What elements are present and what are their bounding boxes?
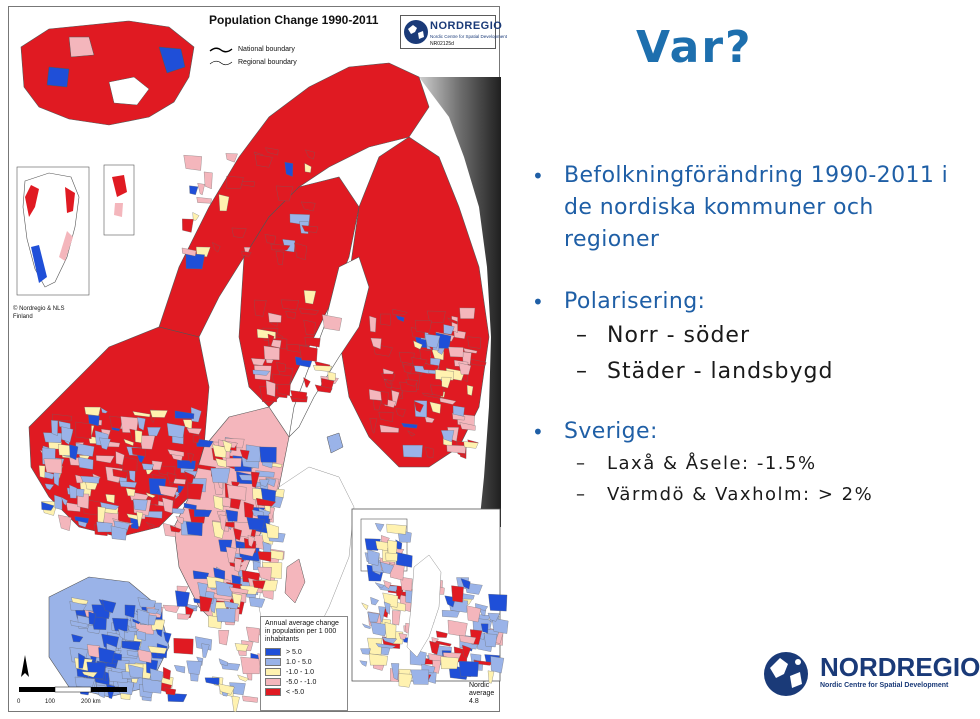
municipality-patch [97, 522, 113, 532]
municipality-patch [216, 609, 235, 623]
bullet-text: Sverige: [564, 419, 658, 444]
population-change-map [8, 6, 508, 712]
municipality-patch [150, 668, 164, 681]
municipality-patch [198, 183, 205, 195]
map-title: Population Change 1990-2011 [209, 13, 379, 27]
sub-bullet-item [520, 479, 950, 510]
municipality-patch [403, 445, 423, 457]
municipality-patch [205, 678, 219, 685]
municipality-patch [204, 172, 212, 189]
bullet-dot-icon: • [532, 420, 545, 444]
legend-class-row [265, 657, 343, 667]
municipality-patch [467, 606, 481, 622]
bullet-list [520, 160, 950, 510]
legend-swatch [265, 648, 281, 656]
municipality-patch [299, 345, 317, 361]
boundary-legend [209, 43, 297, 69]
municipality-patch [451, 586, 463, 603]
municipality-patch [177, 614, 190, 620]
municipality-patch [488, 594, 507, 611]
sub-bullet-item [520, 354, 950, 390]
map-logo-subtitle: Nordic Centre for Spatial Development [430, 34, 508, 39]
municipality-patch [467, 337, 481, 349]
map-code: NR02125d [430, 41, 454, 47]
municipality-patch [258, 567, 272, 581]
iceland-region [21, 21, 194, 125]
faroe-inset [104, 165, 134, 235]
municipality-patch [211, 468, 230, 483]
bullet-text: Befolkningförändring 1990-2011 i de nordiska kommuner och regioner [564, 163, 949, 252]
municipality-patch [175, 591, 189, 607]
municipality-patch [39, 465, 45, 477]
legend-class-row [265, 677, 343, 687]
municipality-patch [227, 485, 246, 501]
nordregio-globe-icon [403, 19, 429, 45]
boundary-national-row [209, 43, 297, 56]
dash-icon: – [576, 453, 587, 474]
municipality-patch [174, 638, 194, 654]
map-nordregio-logo [400, 15, 508, 49]
municipality-patch [163, 667, 170, 679]
scale-label: 200 km [81, 699, 101, 705]
dash-icon: – [576, 323, 588, 348]
municipality-patch [260, 447, 277, 463]
municipality-patch [491, 656, 504, 673]
municipality-patch [150, 410, 167, 417]
municipality-patch [415, 320, 431, 333]
scale-bar [19, 687, 127, 692]
iceland-region [47, 67, 69, 87]
nordregio-logo [758, 648, 980, 700]
municipality-patch [75, 677, 95, 688]
municipality-patch [197, 197, 212, 203]
municipality-patch [448, 347, 463, 357]
municipality-patch [174, 665, 185, 673]
municipality-patch [182, 219, 193, 233]
municipality-patch [165, 688, 176, 696]
municipality-patch [484, 634, 497, 647]
municipality-patch [226, 153, 238, 162]
bullet-item [520, 286, 950, 318]
municipality-patch [135, 430, 142, 443]
legend-class-row [265, 667, 343, 677]
bullet-dot-icon: • [532, 290, 545, 314]
nordic-average-label: Nordic average [469, 682, 495, 697]
legend-class-label: -5.0 - -1.0 [286, 678, 317, 686]
municipality-patch [226, 458, 241, 467]
municipality-patch [399, 674, 413, 688]
municipality-patch [380, 314, 390, 325]
municipality-patch [328, 372, 336, 381]
legend-class-row [265, 647, 343, 657]
municipality-patch [219, 659, 228, 666]
nordregio-globe-icon [762, 650, 814, 698]
municipality-patch [232, 696, 240, 712]
municipality-patch [51, 420, 58, 436]
municipality-patch [386, 553, 398, 561]
municipality-patch [194, 510, 212, 517]
municipality-patch [189, 186, 198, 195]
municipality-patch [241, 657, 261, 674]
legend-class-label: 1.0 - 5.0 [286, 658, 312, 666]
map-logo-name: NORDREGIO [430, 20, 503, 32]
municipality-patch [242, 696, 258, 703]
national-boundary-label: National boundary [238, 46, 295, 53]
municipality-patch [193, 212, 199, 220]
sub-bullet-text: Laxå & Åsele: -1.5% [607, 453, 817, 474]
municipality-patch [163, 605, 180, 613]
municipality-patch [459, 661, 479, 677]
sub-bullet-text: Städer - landsbygd [607, 359, 834, 384]
faroe-islands [114, 203, 123, 217]
municipality-patch [223, 497, 231, 507]
dash-icon: – [576, 484, 587, 505]
municipality-patch [381, 392, 389, 406]
municipality-patch [184, 155, 202, 170]
population-change-legend [260, 616, 348, 711]
municipality-patch [369, 316, 376, 332]
aland [327, 433, 343, 453]
sub-bullet-item [520, 448, 950, 479]
municipality-patch [87, 645, 100, 658]
municipality-patch [43, 433, 62, 443]
brand-name: NORDREGIO [820, 652, 980, 682]
legend-class-label: < -5.0 [286, 688, 305, 696]
national-boundary-symbol [209, 46, 233, 54]
municipality-patch [75, 422, 91, 439]
municipality-patch [246, 627, 259, 643]
sub-bullet-text: Värmdö & Vaxholm: > 2% [607, 484, 874, 505]
legend-class-label: > 5.0 [286, 648, 302, 656]
bullet-text: Polarisering: [564, 289, 706, 314]
boundary-regional-row [209, 56, 297, 69]
municipality-patch [247, 517, 265, 530]
nordic-average [469, 682, 509, 706]
municipality-patch [441, 657, 459, 669]
legend-swatch [265, 658, 281, 666]
legend-swatch [265, 668, 281, 676]
municipality-patch [219, 630, 229, 645]
scale-label: 100 [45, 699, 56, 705]
legend-class-row [265, 687, 343, 697]
municipality-patch [392, 611, 400, 626]
municipality-patch [411, 670, 429, 685]
map-graphic [9, 7, 501, 713]
regional-boundary-label: Regional boundary [238, 59, 297, 66]
sub-bullet-text: Norr - söder [607, 323, 751, 348]
municipality-patch [202, 644, 210, 658]
slide-title: Var? [636, 22, 753, 73]
municipality-patch [112, 618, 128, 631]
scale-label: 0 [17, 699, 21, 705]
municipality-patch [133, 500, 147, 511]
bullet-dot-icon: • [532, 164, 545, 188]
municipality-patch [227, 176, 244, 189]
nordic-average-value: 4.8 [469, 698, 479, 705]
municipality-patch [264, 346, 280, 360]
legend-swatch [265, 678, 281, 686]
municipality-patch [172, 508, 185, 514]
map-copyright: © Nordregio & NLS Finland [13, 306, 65, 320]
municipality-patch [385, 622, 396, 638]
bullet-item [520, 416, 950, 448]
legend-title: Annual average change in population per 1 000 inhabitants [265, 620, 339, 643]
municipality-patch [142, 463, 154, 469]
north-arrow-icon [21, 655, 29, 677]
brand-subtitle: Nordic Centre for Spatial Development [820, 682, 949, 689]
municipality-patch [177, 460, 195, 469]
municipality-patch [253, 580, 266, 588]
legend-swatch [265, 688, 281, 696]
bullet-item [520, 160, 950, 256]
municipality-patch [186, 522, 202, 536]
municipality-patch [54, 495, 62, 510]
municipality-patch [226, 510, 238, 522]
municipality-patch [272, 374, 291, 384]
municipality-patch [44, 459, 62, 474]
sub-bullet-item [520, 318, 950, 354]
dash-icon: – [576, 359, 588, 384]
municipality-patch [187, 661, 202, 675]
legend-class-label: -1.0 - 1.0 [286, 668, 315, 676]
municipality-patch [58, 515, 71, 531]
municipality-patch [460, 308, 475, 319]
regional-boundary-symbol [209, 59, 233, 67]
